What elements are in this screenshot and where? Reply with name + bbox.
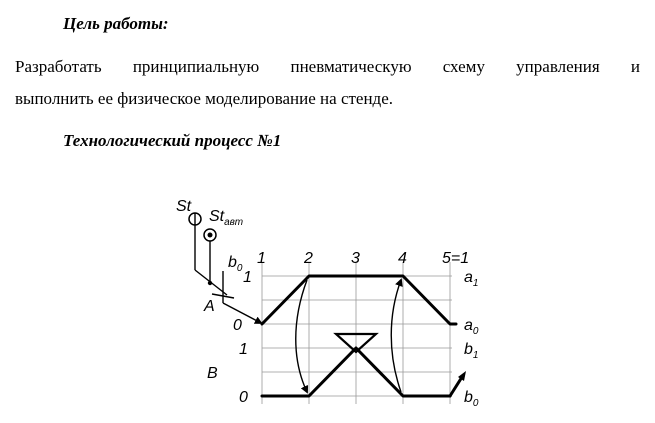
signal-arrow-4	[391, 280, 401, 392]
b-out-arrow	[450, 377, 462, 396]
sensor-b0: $b_0$	[464, 389, 479, 409]
goal-line-2: выполнить ее физическое моделирование на стенде.	[15, 89, 394, 108]
start-label: St	[176, 198, 192, 215]
sensor-b1: $b_1$	[464, 341, 479, 361]
b-level-0: 0	[239, 389, 248, 406]
step-label-3: 3	[351, 250, 360, 267]
b-level-1: 1	[239, 341, 248, 358]
step-label-2: 2	[304, 250, 313, 267]
step-label-1: 1	[257, 250, 266, 267]
signal-arrow-2	[296, 280, 307, 392]
step-label-4: 4	[398, 250, 407, 267]
sensor-a1: $a_1$	[464, 269, 479, 289]
auto-start-label: $St_{авт}$	[209, 208, 244, 228]
process-heading: Технологический процесс №1	[63, 131, 282, 150]
limit-b0-label: $b_0$	[228, 254, 243, 274]
goal-line-1: Разработать принципиальную пневматическую схему управления и	[15, 57, 640, 76]
goal-heading: Цель работы:	[63, 14, 169, 33]
a-level-0: 0	[233, 317, 242, 334]
sensor-a0: $a_0$	[464, 317, 479, 337]
cylinder-a-label: A	[204, 298, 215, 315]
step-label-5: 5=1	[442, 250, 470, 267]
cylinder-b-label: B	[207, 365, 218, 382]
a-level-1: 1	[243, 269, 252, 286]
